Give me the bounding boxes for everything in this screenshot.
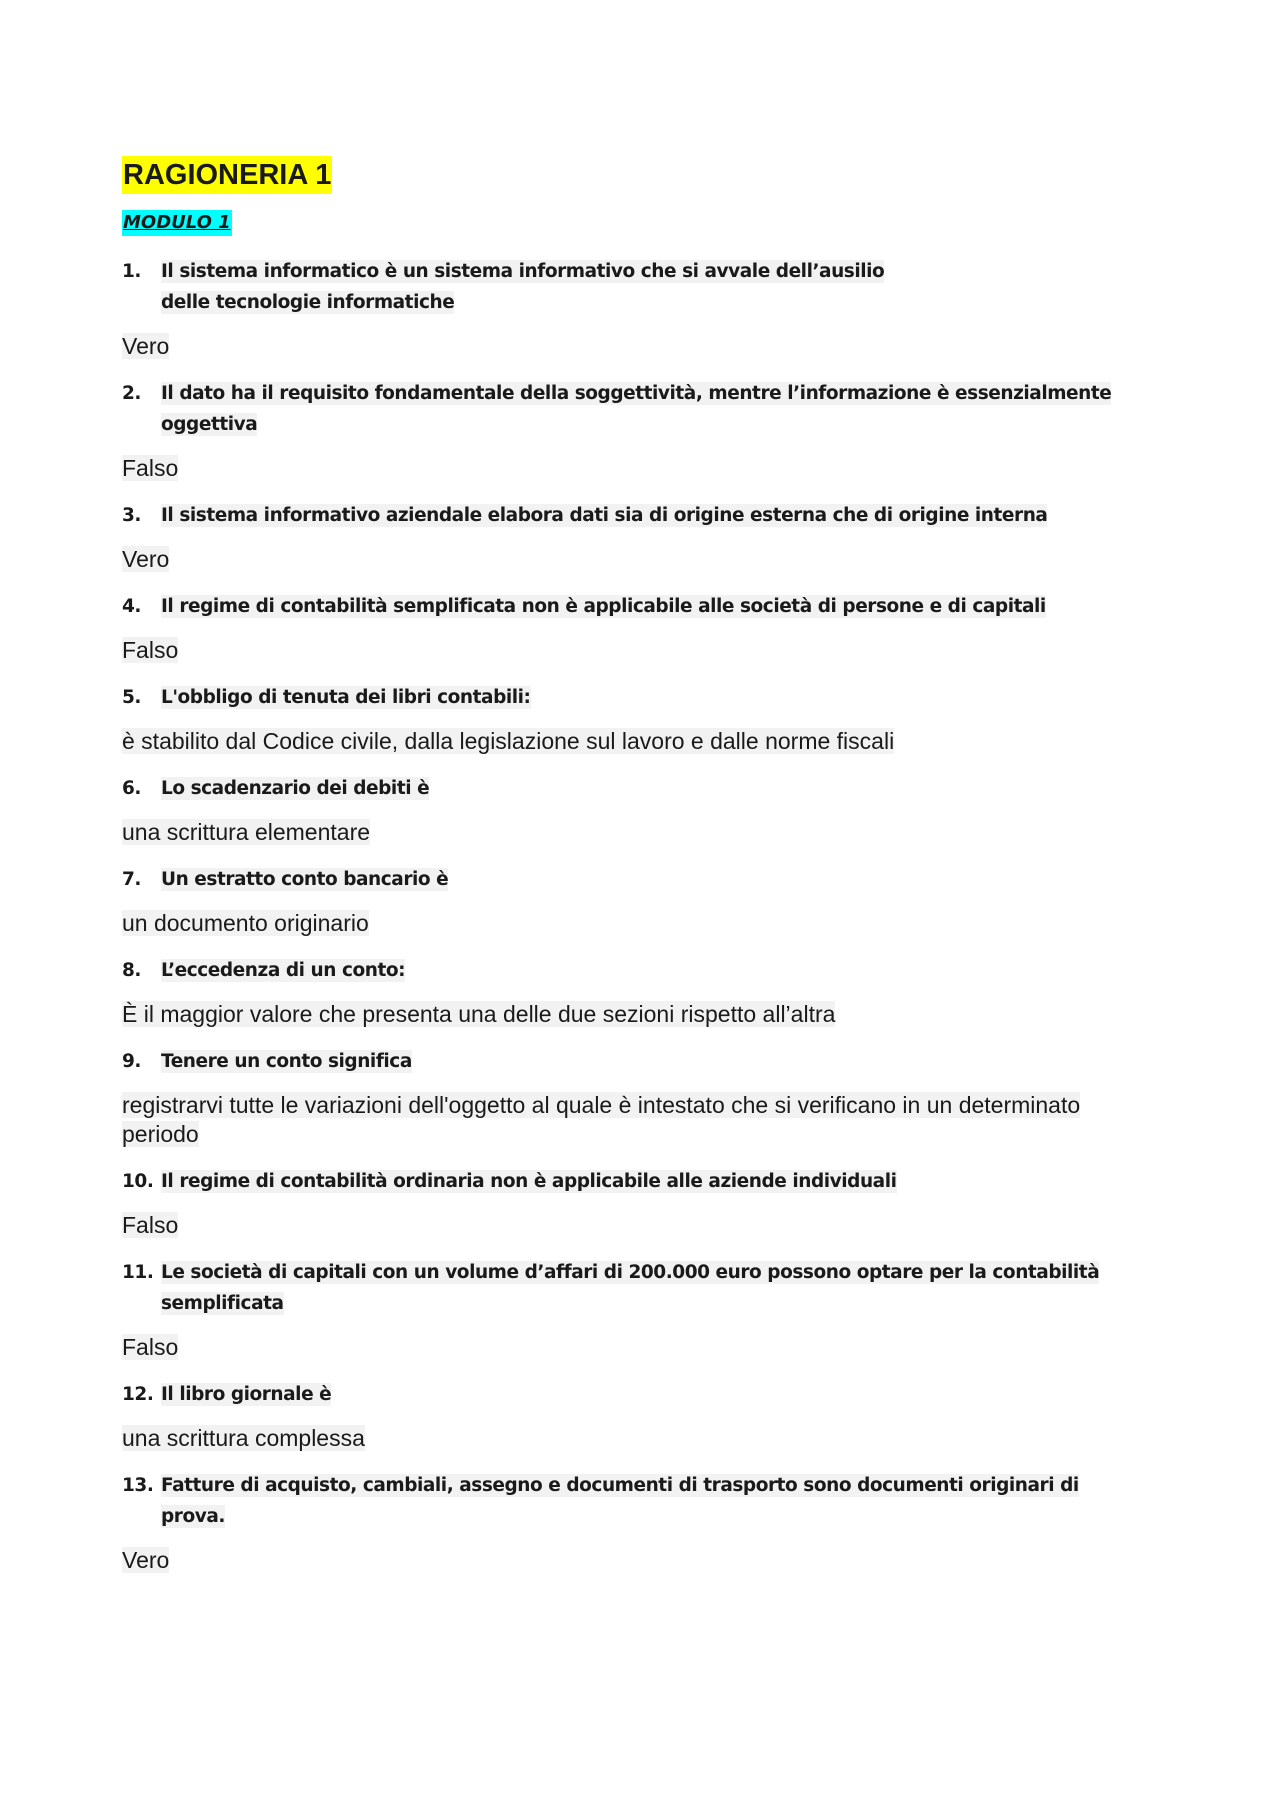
- answer: [122, 1211, 1152, 1240]
- title-row: [122, 156, 1152, 194]
- question: [122, 1470, 1152, 1532]
- question: [122, 500, 1152, 531]
- question: [122, 682, 1152, 713]
- question-number: 10.: [122, 1171, 154, 1192]
- list-item: [122, 773, 1152, 847]
- question-text: L’eccedenza di un conto:: [161, 960, 406, 981]
- question-text-wrap: [161, 1046, 1131, 1077]
- question-text-wrap: [161, 1166, 1131, 1197]
- question-text-wrap: [161, 500, 1131, 531]
- answer: [122, 332, 1152, 361]
- answer: [122, 1333, 1152, 1362]
- question-text: Il sistema informativo aziendale elabora dati sia di origine esterna che di origine interna: [161, 505, 1048, 526]
- question-text: L'obbligo di tenuta dei libri contabili:: [161, 687, 531, 708]
- answer: [122, 454, 1152, 483]
- list-item: [122, 500, 1152, 574]
- question: [122, 378, 1152, 440]
- question: [122, 1046, 1152, 1077]
- question: [122, 591, 1152, 622]
- question-text: Fatture di acquisto, cambiali, assegno e documenti di trasporto sono documenti originari di prova.: [161, 1475, 1079, 1527]
- answer: [122, 545, 1152, 574]
- list-item: [122, 1470, 1152, 1575]
- question-text-wrap: [161, 1379, 1131, 1410]
- question-text: Tenere un conto significa: [161, 1051, 412, 1072]
- answer: [122, 1091, 1132, 1149]
- list-item: [122, 591, 1152, 665]
- list-item: [122, 864, 1152, 938]
- question-text-wrap: [161, 773, 1131, 804]
- question-text: Il libro giornale è: [161, 1384, 332, 1405]
- question-list: [122, 256, 1152, 1575]
- answer: [122, 818, 1152, 847]
- question: [122, 773, 1152, 804]
- list-item: [122, 1166, 1152, 1240]
- list-item: [122, 256, 1152, 361]
- answer-text: Vero: [122, 333, 170, 359]
- answer-text: un documento originario: [122, 910, 369, 936]
- question-text: Il regime di contabilità ordinaria non è applicabile alle aziende individuali: [161, 1171, 897, 1192]
- module-row: [122, 210, 1152, 236]
- question-text-wrap: [161, 591, 1131, 622]
- module-heading: MODULO 1: [122, 210, 232, 236]
- answer: [122, 909, 1152, 938]
- question-text: Lo scadenzario dei debiti è: [161, 778, 430, 799]
- answer: [122, 727, 1152, 756]
- question-text-wrap: [161, 682, 1131, 713]
- question-number: 2.: [122, 383, 142, 404]
- answer-text: una scrittura elementare: [122, 819, 371, 845]
- document-page: [122, 156, 1152, 1592]
- answer: [122, 1424, 1152, 1453]
- question-text: Il regime di contabilità semplificata non è applicabile alle società di persone e di capitali: [161, 596, 1046, 617]
- answer-text: è stabilito dal Codice civile, dalla legislazione sul lavoro e dalle norme fiscali: [122, 728, 895, 754]
- document-title: RAGIONERIA 1: [122, 156, 332, 194]
- question-number: 4.: [122, 596, 142, 617]
- question: [122, 256, 1152, 318]
- answer-text: Falso: [122, 1212, 179, 1238]
- question: [122, 1379, 1152, 1410]
- question-number: 3.: [122, 505, 142, 526]
- answer-text: Vero: [122, 1547, 170, 1573]
- question-text-wrap: [161, 1257, 1111, 1319]
- answer-text: Falso: [122, 1334, 179, 1360]
- question-text: Un estratto conto bancario è: [161, 869, 449, 890]
- answer-text: registrarvi tutte le variazioni dell'oggetto al quale è intestato che si verificano in un determinato periodo: [122, 1092, 1081, 1147]
- question-number: 5.: [122, 687, 142, 708]
- question-number: 9.: [122, 1051, 142, 1072]
- question: [122, 955, 1152, 986]
- question-number: 11.: [122, 1262, 154, 1283]
- question-text-wrap: [161, 864, 1131, 895]
- question-text-wrap: [161, 1470, 1131, 1532]
- question-number: 1.: [122, 261, 142, 282]
- question-text: Il dato ha il requisito fondamentale della soggettività, mentre l’informazione è essenzialmente oggettiva: [161, 383, 1112, 435]
- answer-text: Falso: [122, 455, 179, 481]
- question-number: 8.: [122, 960, 142, 981]
- list-item: [122, 682, 1152, 756]
- question-number: 7.: [122, 869, 142, 890]
- question: [122, 1257, 1152, 1319]
- list-item: [122, 378, 1152, 483]
- question-text-wrap: [161, 256, 921, 318]
- question: [122, 1166, 1152, 1197]
- list-item: [122, 1257, 1152, 1362]
- question-text: Le società di capitali con un volume d’affari di 200.000 euro possono optare per la contabilità semplificata: [161, 1262, 1100, 1314]
- answer-text: Vero: [122, 546, 170, 572]
- answer-text: Falso: [122, 637, 179, 663]
- question-number: 6.: [122, 778, 142, 799]
- question-number: 13.: [122, 1475, 154, 1496]
- answer: [122, 1546, 1152, 1575]
- answer: [122, 1000, 1152, 1029]
- answer-text: una scrittura complessa: [122, 1425, 365, 1451]
- question: [122, 864, 1152, 895]
- question-text-wrap: [161, 378, 1131, 440]
- answer: [122, 636, 1152, 665]
- question-number: 12.: [122, 1384, 154, 1405]
- list-item: [122, 955, 1152, 1029]
- list-item: [122, 1046, 1152, 1149]
- list-item: [122, 1379, 1152, 1453]
- answer-text: È il maggior valore che presenta una delle due sezioni rispetto all’altra: [122, 1001, 836, 1027]
- question-text-wrap: [161, 955, 1131, 986]
- question-text: Il sistema informatico è un sistema informativo che si avvale dell’ausilio delle tecnologie informatiche: [161, 261, 885, 313]
